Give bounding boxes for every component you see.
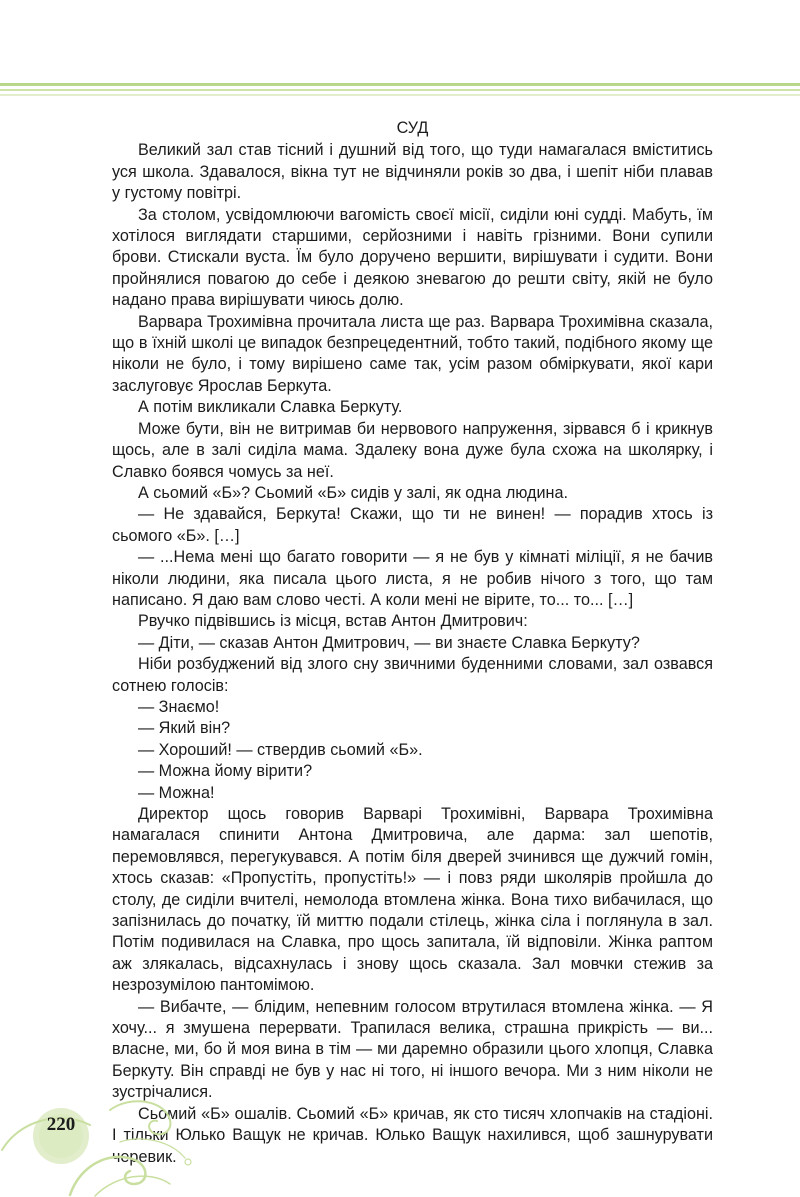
paragraph: Рвучко підвівшись із місця, встав Антон Дмитрович: — [138, 612, 528, 631]
paragraph: — Не здавайся, Беркута! Скажи, що ти не винен! — порадив хтось із сьомого «Б». […] — [112, 505, 713, 545]
paragraph: А сьомий «Б»? Сьомий «Б» сидів у залі, як одна людина. — [138, 483, 568, 502]
paragraph: — Знаємо! — [138, 697, 220, 716]
header-rule-bottom — [0, 94, 800, 96]
paragraph: — Можна! — [138, 783, 215, 802]
paragraph: А потім викликали Славка Беркуту. — [138, 398, 403, 417]
section-title: СУД — [396, 119, 429, 137]
paragraph: Може бути, він не витримав би нервового напруження, зірвався б і крикнув щось, але в залі сиділа мама. Здалеку вона дуже була схожа на школярку, і Славко боявся чомусь за неї. — [112, 419, 713, 481]
paragraph: Ніби розбуджений від злого сну звичними буденними словами, зал озвався сотнею голосів: — [112, 655, 713, 695]
paragraph: Директор щось говорив Варварі Трохимівні, Варвара Трохимівна намагалася спинити Антона Дмитровича, але дарма: зал шепотів, перемовлявся, перегукувався. А потім біля дверей зчинився ще дужчий гомін, хтось сказав: «Пропустіть, пропустіть!» — і повз ряди школярів пройшла до столу, де сиділи вчителі, немолода втомлена жінка. Вона тихо вибачилася, що запізнилась до початку, їй миттю подали стілець, жінка сіла і поглянула в зал. Потім подивилася на Славка, про щось запитала, їй відповіли. Жінка раптом аж злякалась, відсахнулась і знову щось сказала. Зал мовчки стежив за незрозумілою пантомімою. — [112, 805, 713, 995]
paragraph: — Діти, — сказав Антон Дмитрович, — ви знаєте Славка Беркуту? — [138, 633, 640, 652]
paragraph: — ...Нема мені що багато говорити — я не був у кімнаті міліції, я не бачив ніколи людини, яка писала цього листа, я не робив нічого з того, що там написано. Я даю вам слово честі. А коли мені не вірите, то... то... […] — [112, 548, 713, 609]
paragraph: — Можна йому вірити? — [138, 762, 313, 781]
paragraph: За столом, усвідомлюючи вагомість своєї місії, сиділи юні судді. Мабуть, їм хотілося виглядати старшими, серйозними і навіть грізними. Вони супили брови. Стискали вуста. Їм було доручено вершити, вирішувати і судити. Вони пройнялися повагою до себе і деякою зневагою до решти світу, якій не було надано права вирішувати чиюсь долю. — [112, 205, 713, 310]
paragraph: Великий зал став тісний і душний від того, що туди намагалася вміститись уся школа. Здавалося, вікна тут не відчиняли років зо два, і шепіт ніби плавав у густому повітрі. — [112, 141, 713, 203]
header-rule-top — [0, 83, 800, 86]
paragraph: — Вибачте, — блідим, непевним голосом втрутилася втомлена жінка. — Я хочу... я змушена перервати. Трапилася велика, страшна прикрість — ви... власне, ми, бо й моя вина в тім — ми даремно образили цього хлопця, Славка Беркуту. Він справді не був у нас ні того, ні іншого вечора. Ми з ним ніколи не зустрічалися. — [112, 997, 713, 1102]
header-rule-middle — [0, 89, 800, 91]
paragraph: Варвара Трохимівна прочитала листа ще раз. Варвара Трохимівна сказала, що в їхній школі це випадок безпрецедентний, тобто такий, подібного якому ще ніколи не було, і тому вирішено саме так, усім разом обміркувати, якої кари заслуговує Ярослав Беркута. — [112, 312, 713, 395]
swirl-ornament-icon — [0, 1080, 210, 1197]
paragraph: — Хороший! — ствердив сьомий «Б». — [138, 740, 423, 759]
paragraph: — Який він? — [138, 719, 231, 738]
paragraph: Сьомий «Б» ошалів. Сьомий «Б» кричав, як сто тисяч хлопчаків на стадіоні. І тільки Юлько Ващук не кричав. Юлько Ващук нахилився, щоб зашнурувати черевик. — [112, 1104, 713, 1166]
page-text — [112, 118, 713, 1168]
page-number: 220 — [46, 1114, 76, 1135]
